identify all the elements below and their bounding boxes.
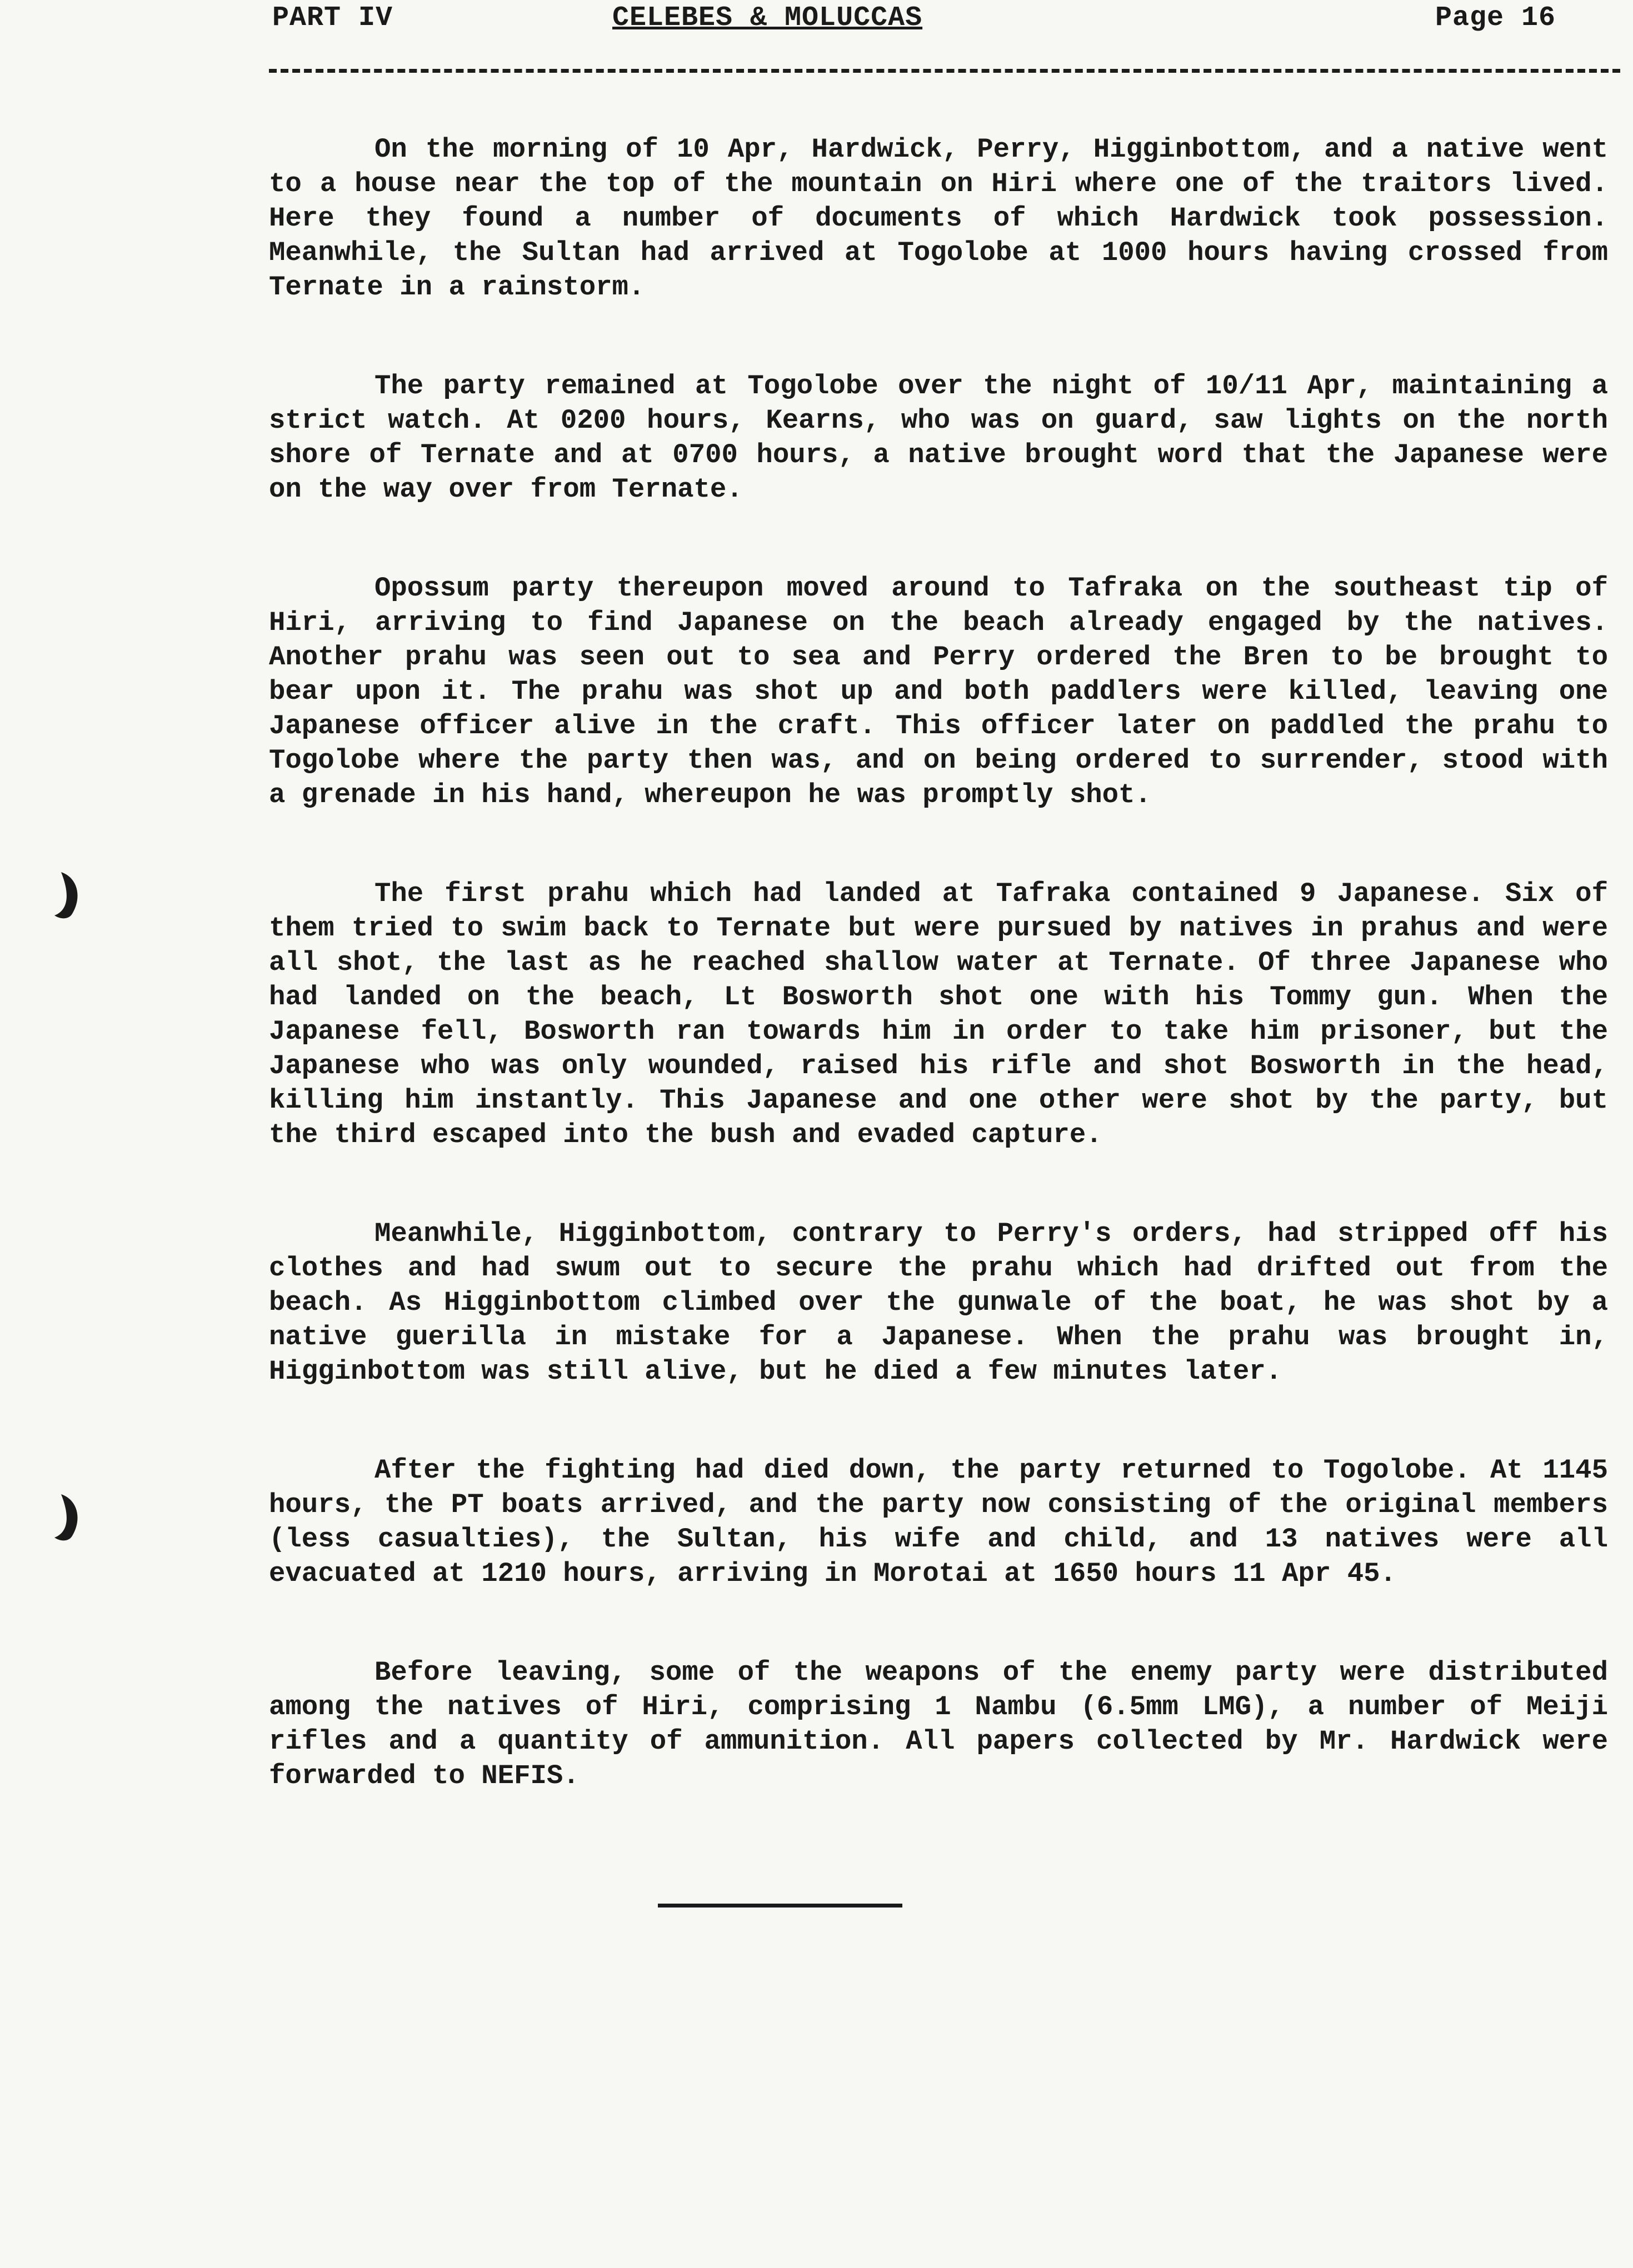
punch-hole-mark-icon	[44, 867, 83, 922]
page-header	[272, 0, 1617, 39]
section-title: CELEBES & MOLUCCAS	[612, 2, 923, 34]
document-body	[269, 132, 1608, 1858]
part-label: PART IV	[272, 2, 393, 34]
closing-rule	[658, 1904, 902, 1907]
page-number: Page 16	[1435, 2, 1556, 34]
punch-hole-mark-icon	[44, 1489, 83, 1544]
paragraph: The party remained at Togolobe over the night of 10/11 Apr, maintaining a strict watch. At 0200 hours, Kearns, who was on guard, saw lights on the north shore of Ternate and at 0700 hours, a native brought word that the Japanese were on the way over from Ternate.	[269, 371, 1608, 505]
paragraph: On the morning of 10 Apr, Hardwick, Perry, Higginbottom, and a native went to a house near the top of the mountain on Hiri where one of the traitors lived. Here they found a number of documents of which Hardwick took possession. Meanwhile, the Sultan had arrived at Togolobe at 1000 hours having crossed from Ternate in a rainstorm.	[269, 134, 1608, 303]
paragraph: The first prahu which had landed at Tafraka contained 9 Japanese. Six of them tried to swim back to Ternate but were pursued by natives in prahus and were all shot, the last as he reached shallow water at Ternate. Of three Japanese who had landed on the beach, Lt Bosworth shot one with his Tommy gun. When the Japanese fell, Bosworth ran towards him in order to take him prisoner, but the Japanese who was only wounded, raised his rifle and shot Bosworth in the head, killing him instantly. This Japanese and one other were shot by the party, but the third escaped into the bush and evaded capture.	[269, 878, 1608, 1150]
header-rule	[269, 69, 1620, 73]
paragraph: Before leaving, some of the weapons of the enemy party were distributed among the natives of Hiri, comprising 1 Nambu (6.5mm LMG), a number of Meiji rifles and a quantity of ammunition. All papers collected by Mr. Hardwick were forwarded to NEFIS.	[269, 1657, 1608, 1791]
paragraph: Meanwhile, Higginbottom, contrary to Perry's orders, had stripped off his clothes and had swum out to secure the prahu which had drifted out from the beach. As Higginbottom climbed over the gunwale of the boat, he was shot by a native guerilla in mistake for a Japanese. When the prahu was brought in, Higginbottom was still alive, but he died a few minutes later.	[269, 1218, 1608, 1387]
paragraph: After the fighting had died down, the party returned to Togolobe. At 1145 hours, the PT boats arrived, and the party now consisting of the original members (less casualties), the Sultan, his wife and child, and 13 natives were all evacuated at 1210 hours, arriving in Morotai at 1650 hours 11 Apr 45.	[269, 1455, 1608, 1589]
paragraph: Opossum party thereupon moved around to Tafraka on the southeast tip of Hiri, arriving to find Japanese on the beach already engaged by the natives. Another prahu was seen out to sea and Perry ordered the Bren to be brought to bear upon it. The prahu was shot up and both paddlers were killed, leaving one Japanese officer alive in the craft. This officer later on paddled the prahu to Togolobe where the party then was, and on being ordered to surrender, stood with a grenade in his hand, whereupon he was promptly shot.	[269, 573, 1608, 810]
